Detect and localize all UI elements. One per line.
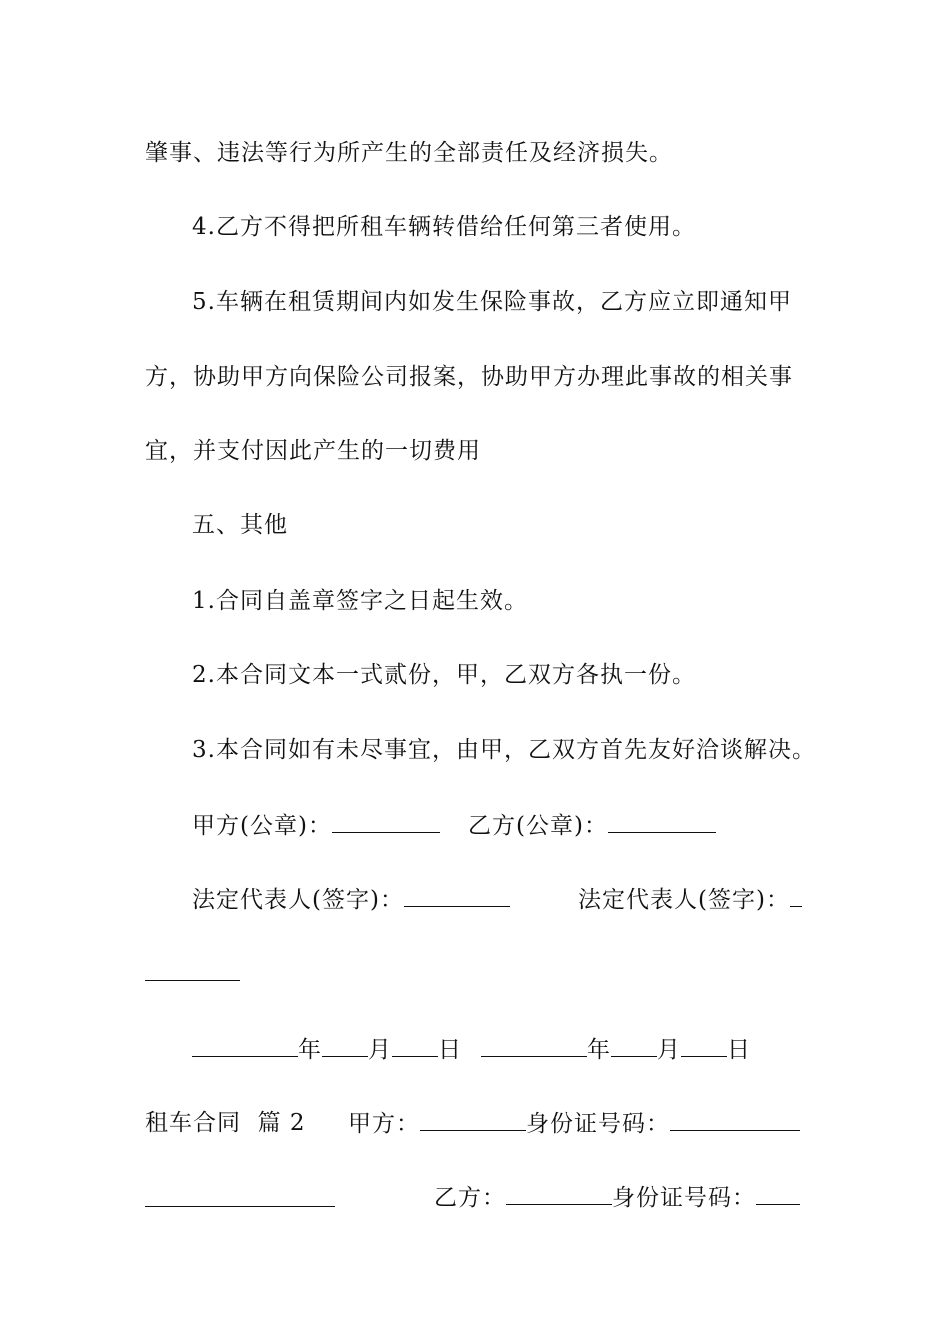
- seal-line: [468, 810, 716, 841]
- party-a-seal-label: 甲方(公章)：: [192, 813, 332, 839]
- rep-b-blank: [790, 884, 802, 907]
- day-blank: [392, 1034, 438, 1057]
- year-label: 年: [587, 1037, 611, 1063]
- contract2-title: [145, 1108, 306, 1138]
- year-blank: [481, 1034, 587, 1057]
- rep-a-label: 法定代表人(签字)：: [192, 887, 404, 913]
- contract2-party-a-label: 甲方：: [348, 1111, 420, 1137]
- contract2-id-b-blank: [756, 1182, 800, 1205]
- month-label: 月: [368, 1037, 392, 1063]
- party-b-seal-label: 乙方(公章)：: [468, 813, 608, 839]
- seal-line: [192, 810, 440, 841]
- contract2-id-b-label: 身份证号码：: [612, 1185, 756, 1211]
- contract2-id-a-blank-continued: [145, 1206, 335, 1207]
- paragraph-line: 4.乙方不得把所租车辆转借给任何第三者使用。: [192, 214, 696, 240]
- year-label: 年: [298, 1037, 322, 1063]
- contract2-party-b-label: 乙方：: [434, 1185, 506, 1211]
- paragraph-line: 3.本合同如有未尽事宜，由甲，乙双方首先友好洽谈解决。: [192, 737, 816, 763]
- contract2-title-text: 租车合同: [145, 1110, 241, 1136]
- paragraph-line: 宜，并支付因此产生的一切费用: [145, 438, 481, 464]
- contract2-party-b-blank: [506, 1182, 612, 1205]
- party-b-seal-blank: [608, 810, 716, 833]
- paragraph-line: 方，协助甲方向保险公司报案，协助甲方办理此事故的相关事: [145, 364, 793, 390]
- year-blank: [192, 1034, 298, 1057]
- rep-b-label: 法定代表人(签字)：: [578, 887, 790, 913]
- contract2-id-a-blank: [670, 1108, 800, 1131]
- contract2-party-a-line: [348, 1108, 800, 1139]
- party-a-seal-blank: [332, 810, 440, 833]
- paragraph-line: 肇事、违法等行为所产生的全部责任及经济损失。: [145, 140, 673, 166]
- section-heading: 五、其他: [192, 512, 288, 538]
- date-line-a: [192, 1034, 462, 1065]
- rep-b-blank-continued: [145, 980, 240, 981]
- day-blank: [681, 1034, 727, 1057]
- month-blank: [611, 1034, 657, 1057]
- paragraph-line: 1.合同自盖章签字之日起生效。: [192, 588, 528, 614]
- contract2-party-b-line: [434, 1182, 800, 1213]
- month-blank: [322, 1034, 368, 1057]
- day-label: 日: [727, 1037, 751, 1063]
- contract2-id-a-label: 身份证号码：: [526, 1111, 670, 1137]
- contract2-party-a-blank: [420, 1108, 526, 1131]
- month-label: 月: [657, 1037, 681, 1063]
- paragraph-line: 2.本合同文本一式贰份，甲，乙双方各执一份。: [192, 662, 696, 688]
- contract2-section: 篇 2: [257, 1110, 306, 1136]
- date-line-b: [481, 1034, 751, 1065]
- signature-line: [578, 884, 802, 915]
- paragraph-line: 5.车辆在租赁期间内如发生保险事故，乙方应立即通知甲: [192, 289, 792, 315]
- day-label: 日: [438, 1037, 462, 1063]
- rep-a-blank: [404, 884, 510, 907]
- signature-line: [192, 884, 510, 915]
